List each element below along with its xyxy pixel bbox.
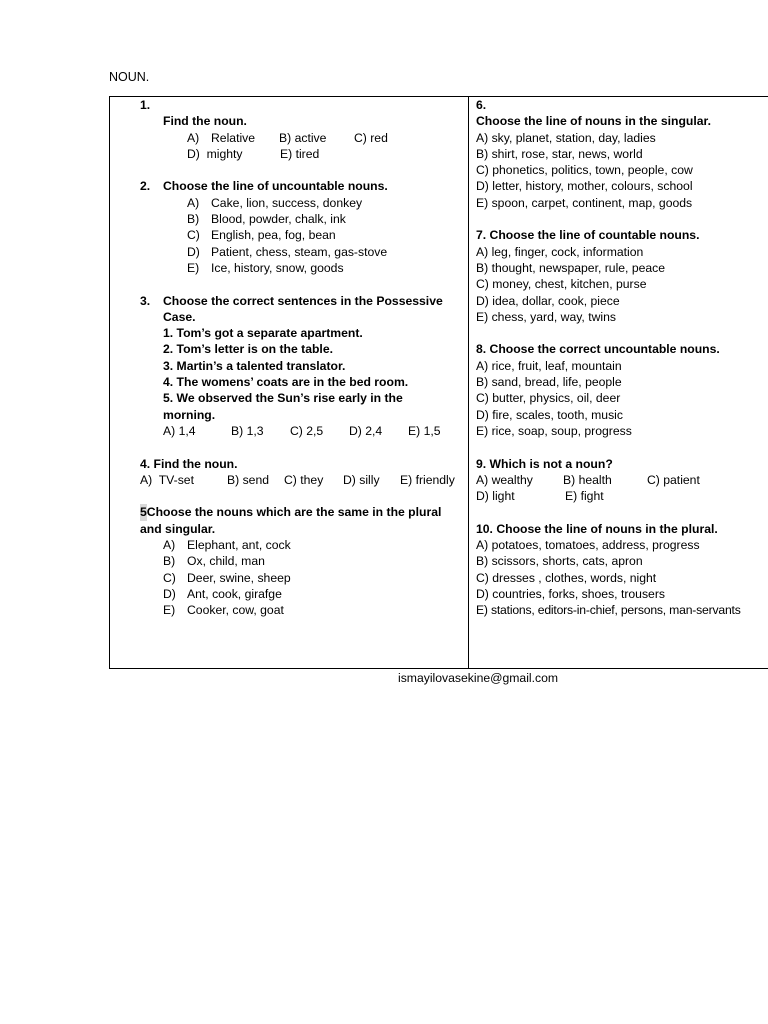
q9-option-b: B) health: [563, 472, 612, 487]
q3-answer-e: E) 1,5: [408, 423, 441, 438]
question-3-prompt-line-1: Choose the correct sentences in the Possessive: [163, 293, 443, 308]
q5-option-e-letter: E): [163, 603, 176, 618]
question-4-prompt: 4. Find the noun.: [140, 456, 238, 471]
q3-sentence-3: 3. Martin’s a talented translator.: [163, 358, 346, 373]
q1-option-e: E) tired: [280, 146, 320, 161]
q4-answer-e: E) friendly: [400, 472, 455, 487]
document-title: NOUN.: [109, 70, 150, 84]
q2-option-c: [187, 227, 466, 243]
q2-option-a: [187, 195, 466, 211]
question-2-prompt: Choose the line of uncountable nouns.: [163, 179, 388, 194]
question-6-number: 6.: [476, 98, 487, 112]
q4-answer-b: B) send: [227, 472, 270, 487]
q5-option-b-letter: B): [163, 554, 176, 569]
q3-answer-c: C) 2,5: [290, 423, 324, 438]
q3-sentence-5: 5. We observed the Sun’s rise early in the: [163, 391, 403, 406]
q1-option-a: Relative: [211, 130, 256, 145]
question-9: [476, 456, 768, 505]
question-7: [476, 227, 768, 325]
q7-option-a: A) leg, finger, cock, information: [476, 244, 644, 259]
q9-option-a: A) wealthy: [476, 472, 533, 487]
question-5-number: 5: [140, 505, 147, 520]
q3-sentence-1: 1. Tom’s got a separate apartment.: [163, 326, 363, 341]
q1-option-d: D) mighty: [187, 146, 243, 161]
q2-option-d-letter: D): [187, 244, 200, 259]
q5-option-d-text: Ant, cook, girafge: [187, 586, 282, 601]
question-9-prompt: 9. Which is not a noun?: [476, 456, 613, 471]
q1-option-a-letter: A): [187, 130, 200, 145]
q5-option-e-text: Cooker, cow, goat: [187, 603, 284, 618]
question-4-answers: [140, 472, 466, 488]
question-1: [140, 97, 466, 162]
q6-option-e: E) spoon, carpet, continent, map, goods: [476, 195, 693, 210]
q2-option-b-letter: B): [187, 212, 200, 227]
q7-option-c: C) money, chest, kitchen, purse: [476, 277, 647, 292]
q1-option-c: C) red: [354, 130, 388, 145]
q2-option-e-letter: E): [187, 260, 200, 275]
q6-option-a: A) sky, planet, station, day, ladies: [476, 130, 656, 145]
q6-option-c: C) phonetics, politics, town, people, cow: [476, 163, 693, 178]
question-7-prompt: 7. Choose the line of countable nouns.: [476, 228, 700, 243]
q6-option-d: D) letter, history, mother, colours, school: [476, 179, 693, 194]
q10-option-d: D) countries, forks, shoes, trousers: [476, 586, 665, 601]
q10-option-b: B) scissors, shorts, cats, apron: [476, 554, 643, 569]
q3-sentence-4: 4. The womens’ coats are in the bed room.: [163, 375, 409, 390]
question-9-options-row-1: [476, 472, 768, 488]
q8-option-b: B) sand, bread, life, people: [476, 375, 622, 390]
question-2-options: [140, 195, 466, 276]
q2-option-a-letter: A): [187, 195, 200, 210]
column-divider: [468, 96, 469, 669]
author-email: ismayilovasekine@gmail.com: [398, 671, 559, 685]
q9-option-d: D) light: [476, 489, 515, 504]
q6-option-b: B) shirt, rose, star, news, world: [476, 146, 643, 161]
q8-option-a: A) rice, fruit, leaf, mountain: [476, 358, 622, 373]
question-3-answers: [140, 423, 466, 439]
q3-answer-b: B) 1,3: [231, 423, 264, 438]
q3-answer-d: D) 2,4: [349, 423, 383, 438]
q2-option-d-text: Patient, chess, steam, gas-stove: [211, 244, 388, 259]
q2-option-e: [187, 260, 466, 276]
question-5-header: [140, 504, 466, 520]
q7-option-b: B) thought, newspaper, rule, peace: [476, 260, 666, 275]
question-1-prompt: Find the noun.: [163, 114, 247, 129]
q4-answer-c: C) they: [284, 472, 324, 487]
question-8: [476, 341, 768, 439]
question-2: [140, 178, 466, 276]
question-2-number: 2.: [140, 179, 151, 194]
question-3-header: [140, 293, 466, 309]
question-6: [476, 97, 768, 211]
q7-option-e: E) chess, yard, way, twins: [476, 309, 616, 324]
q4-answer-d: D) silly: [343, 472, 380, 487]
q8-option-c: C) butter, physics, oil, deer: [476, 391, 621, 406]
q10-option-c: C) dresses , clothes, words, night: [476, 570, 657, 585]
q9-option-c: C) patient: [647, 472, 700, 487]
question-1-number: 1.: [140, 98, 151, 112]
q5-option-c-text: Deer, swine, sheep: [187, 570, 291, 585]
q2-option-a-text: Cake, lion, success, donkey: [211, 195, 363, 210]
right-column: [476, 97, 768, 619]
question-3-prompt-line-2: Case.: [163, 309, 196, 324]
question-10-prompt: 10. Choose the line of nouns in the plural.: [476, 521, 718, 536]
question-2-header: [140, 178, 466, 194]
q5-option-c-letter: C): [163, 570, 176, 585]
question-9-options-row-2: [476, 488, 768, 504]
q5-option-a-letter: A): [163, 538, 176, 553]
q5-option-b: [163, 553, 466, 569]
q5-option-e: [163, 602, 466, 618]
question-3-number: 3.: [140, 293, 151, 308]
q9-option-e: E) fight: [565, 489, 604, 504]
question-6-prompt: Choose the line of nouns in the singular.: [476, 114, 711, 129]
question-4: [140, 456, 466, 489]
q8-option-d: D) fire, scales, tooth, music: [476, 407, 623, 422]
q5-option-c: [163, 570, 466, 586]
question-5: [140, 504, 466, 618]
q2-option-c-letter: C): [187, 228, 200, 243]
q5-option-a: [163, 537, 466, 553]
q5-option-b-text: Ox, child, man: [187, 554, 265, 569]
question-10: [476, 521, 768, 619]
left-column: [140, 97, 466, 619]
q5-option-d-letter: D): [163, 586, 176, 601]
q10-option-e: E) stations, editors-in-chief, persons, man-servants: [476, 603, 741, 618]
q5-option-a-text: Elephant, ant, cock: [187, 538, 291, 553]
q4-answer-a: A) TV-set: [140, 472, 194, 487]
q10-option-a: A) potatoes, tomatoes, address, progress: [476, 538, 700, 553]
question-1-options-row-2: [140, 146, 466, 162]
question-1-options-row-1: [140, 130, 466, 146]
question-5-options: [140, 537, 466, 618]
question-8-prompt: 8. Choose the correct uncountable nouns.: [476, 342, 720, 357]
q2-option-d: [187, 244, 466, 260]
q7-option-d: D) idea, dollar, cook, piece: [476, 293, 620, 308]
question-5-prompt-line-2: and singular.: [140, 521, 216, 536]
q2-option-e-text: Ice, history, snow, goods: [211, 260, 344, 275]
question-3: [140, 293, 466, 440]
q8-option-e: E) rice, soap, soup, progress: [476, 423, 632, 438]
q2-option-b-text: Blood, powder, chalk, ink: [211, 212, 346, 227]
q5-option-d: [163, 586, 466, 602]
q3-sentence-5-continued: morning.: [163, 407, 216, 422]
q2-option-b: [187, 211, 466, 227]
q3-sentence-2: 2. Tom’s letter is on the table.: [163, 342, 333, 357]
q1-option-b: B) active: [279, 130, 327, 145]
question-5-prompt-line-1: Choose the nouns which are the same in the plural: [146, 505, 442, 520]
q2-option-c-text: English, pea, fog, bean: [211, 228, 336, 243]
q3-answer-a: A) 1,4: [163, 423, 196, 438]
